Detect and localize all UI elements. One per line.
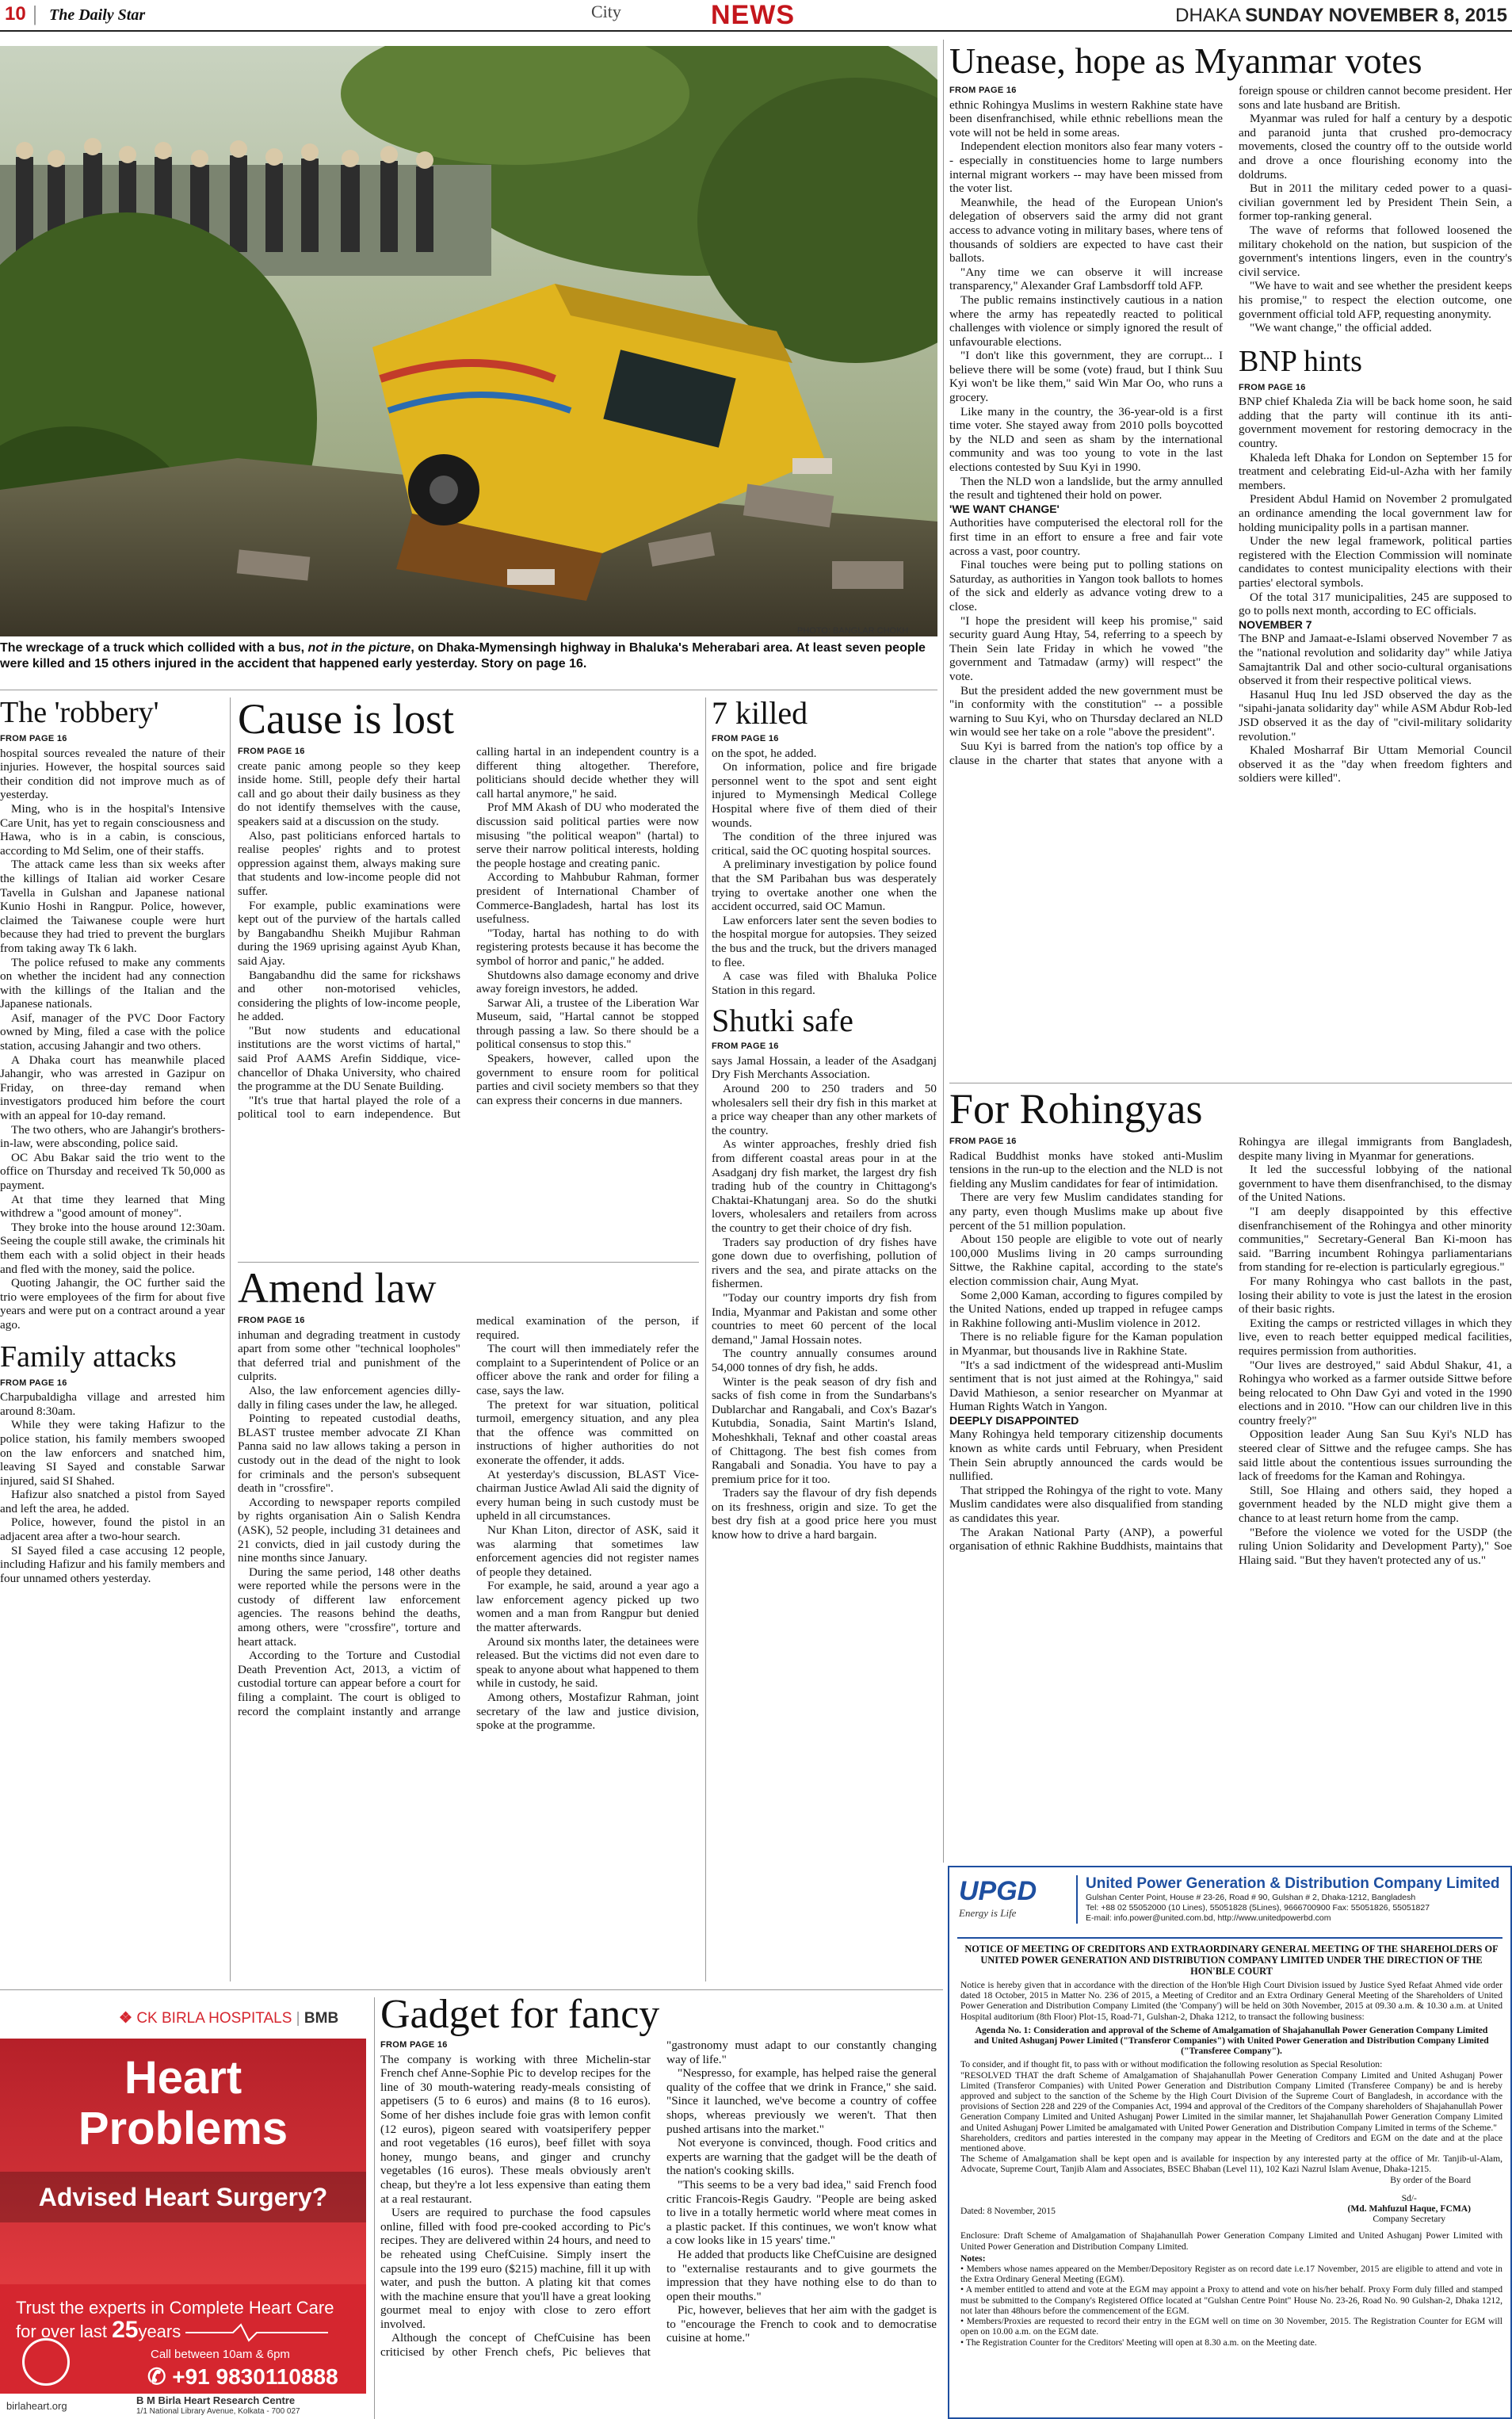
upgd-notice [960, 1943, 1502, 2348]
headline-shutki-safe: Shutki safe [712, 1003, 853, 1039]
paragraph: Also, past politicians enforced hartals to realise peoples' rights and to protest oppression against them, always making sure that students and low-income people did not suffer. [238, 828, 460, 898]
paragraph: Not everyone is convinced, though. Food critics and experts are warning that the gadget will be the death of the nation's cooking skills. [666, 2136, 937, 2178]
paragraph: Independent election monitors also fear many voters -- especially in constituencies home to large numbers internal migrant workers -- may have been missed from the voter list. [949, 139, 1223, 196]
paragraph: He added that products like ChefCuisine are designed to "externalise restaurants and to give gourmets the impression that they have nothing else to do than to open their mouths." [666, 2247, 937, 2303]
article-for-rohingyas [949, 1087, 1512, 1853]
paragraph: A case was filed with Bhaluka Police Station in this regard. [712, 969, 937, 997]
column-rule [374, 1997, 375, 2419]
paragraph: For example, he said, around a year ago a law enforcement agency picked up two women and a man from Rangpur but denied the matter afterwards. [476, 1579, 699, 1635]
ad-years-number: 25 [112, 2317, 139, 2343]
photo-caption [0, 640, 937, 672]
paragraph: Ming, who is in the hospital's Intensive Care Unit, has yet to regain consciousness and Hawa, who is in a cabin, is conscious, according to Md Selim, one of their staffs. [0, 801, 225, 858]
ad-brand-name: CK BIRLA HOSPITALS [136, 2010, 292, 2027]
divider [238, 1262, 699, 1263]
paragraph: Prof MM Akash of DU who moderated the discussion said political parties were now misusing "the political weapon" (hartal) to serve their narrow political interests, holding the people hostage and creating panic. [476, 801, 699, 870]
paragraph: The country annually consumes around 54,000 tonnes of dry fish, he adds. [712, 1347, 937, 1374]
from-page: FROM PAGE 16 [949, 1137, 1017, 1146]
ad-trust [16, 2297, 357, 2343]
paragraph: The public remains instinctively cautious in a nation where the army has repeatedly reacted to political challenges with violence or simply ignored the result of unfavourable elections. [949, 292, 1223, 349]
paragraph: "Today, hartal has nothing to do with registering protests because it has become the symbol of horror and panic," he added. [476, 926, 699, 968]
upgd-notice-title: NOTICE OF MEETING OF CREDITORS AND EXTRAORDINARY GENERAL MEETING OF THE SHAREHOLDERS OF UNITED POWER GENERATION AND DISTRIBUTION COMPANY LIMITED UNDER THE DIRECTION OF THE HON'BLE COURT [964, 1943, 1499, 1977]
headline-cause-is-lost: Cause is lost [238, 695, 455, 743]
from-page: FROM PAGE 16 [238, 747, 305, 756]
paragraph: A Dhaka court has meanwhile placed Jahangir, who was arrested in Gazipur on Friday, on three-day remand when investigators produced him before the court with an appeal for 10-day remand. [0, 1053, 225, 1123]
from-page: FROM PAGE 16 [1239, 382, 1306, 392]
heartbeat-icon [185, 2323, 328, 2342]
paragraph: There are very few Muslim candidates standing for any party, even though Muslims make up about five percent of the 51 million population. [949, 1190, 1223, 1232]
paragraph: The Arakan National Party (ANP), a powerful organisation of ethnic Rakhine Buddhists, maintains that Rohingya are illegal immigrants from Bangladesh, despite many living in Myanmar for generations. [949, 1135, 1512, 1553]
caption-part-1: The wreckage of a truck which collided with a bus, [0, 641, 305, 655]
hospital-logo-icon: ❖ [119, 2010, 133, 2027]
upgd-signatory-title: Company Secretary [1373, 2214, 1446, 2225]
body-robbery [0, 732, 225, 1332]
paragraph: hospital sources revealed the nature of their injuries. However, the hospital sources said their condition did not improve much as of yesterday. [0, 746, 225, 802]
paragraph: Radical Buddhist monks have stoked anti-Muslim tensions in the run-up to the election and the NLD is not fielding any Muslim candidates for fear of intimidation. [949, 1148, 1223, 1190]
ad-phone-number: +91 9830110888 [172, 2364, 338, 2389]
paragraph: Pic, however, believes that her aim with the gadget is to "encourage the French to cook and to democratise cuisine at home." [666, 2303, 937, 2345]
upgd-notice-body: Notice is hereby given that in accordance with the direction of the Hon'ble High Court Division issued by Justice Syed Refaat Ahmed vide order dated 18 October, 2015 in Matter No. 236 of 2015, a Meeting of Creditor and an Extra Ordinary General Meeting of the Shareholders of United Power Generation and Distribution Company Limited (the 'Company') will be held on 30th November, 2015 at 09.30 a.m. & 10.30 a.m. at United Hospital auditorium (8th Floor) Plot-15, Road-71, Gulshan-2, Dhaka 1212, to transact the following business: [960, 1980, 1502, 2022]
paragraph: SI Sayed filed a case accusing 12 people, including Hafizur and his family members and four unnamed others yesterday. [0, 1543, 225, 1585]
upgd-note-text: Members/Proxies are requested to record their entry in the EGM well on time on 30 November, 2015. The Registration Counter for EGM will open on 10.00 a.m. on the EGM date. [960, 2316, 1502, 2337]
paragraph: For example, public examinations were kept out of the purview of the hartals called by Bangabandhu Sheikh Mujibur Rahman during the 1969 uprising against Ayub Khan, said Ajay. [238, 898, 460, 968]
paragraph: Also, the law enforcement agencies dilly-dally in filing cases under the law, he alleged. [238, 1383, 460, 1412]
upgd-header [1076, 1875, 1504, 1924]
caption-part-2: , on Dhaka-Mymensingh highway in Bhaluka's Meherabari area. At least seven people were killed and 15 others injured in the accident that happened early yesterday. Story on page 16. [0, 641, 926, 671]
paragraph: They broke into the house around 12:30am. Seeing the couple still awake, the criminals hit them each with a solid object in their heads and fled with the money, said the police. [0, 1220, 225, 1276]
paragraph: "Our lives are destroyed," said Abdul Shakur, 41, a Rohingya who worked as a farmer outside Sittwe before being relocated to Ohn Daw Gyi and voted in the 1990 elections and in 2010. "How can our children live in this country freely?" [1239, 1358, 1512, 1427]
headline-gadget-for-fancy: Gadget for fancy [380, 1992, 660, 2037]
paragraph: Users are required to purchase the food capsules online, filled with food pre-cooked according to Pic's recipes. They are delivered within 24 hours, and need to be reheated using ChefCuisine. Simply insert the capsule into the 199 euro ($215) machine, fill it up with water, and push the button. A plating kit that comes with the machine ensure that you'll have a great looking gourmet meal to enjoy with close to zero effort involved. [380, 2206, 651, 2331]
paragraph: Pointing to repeated custodial deaths, BLAST trustee member advocate ZI Khan Panna said no law allows taking a person in custody out in the dead of the night to look for criminals and the person's subsequent death in "crossfire". [238, 1412, 460, 1496]
upgd-address-2: Tel: +88 02 55052000 (10 Lines), 55051828 (5Lines), 9666700900 Fax: 55051826, 55051827 [1086, 1903, 1430, 1913]
masthead [0, 0, 1512, 32]
upgd-address-3: E-mail: info.power@united.com.bd, http://www.unitedpowerbd.com [1086, 1913, 1331, 1923]
paragraph: Winter is the peak season of dry fish and sacks of fish come in from the Sundarbans's Dublarchar and Rangabali, and Cox's Bazar's Kutubdia, Sonadia, Saint Martin's Island, Moheshkhali, Teknaf and other coastal areas of Chittagong. The best fish comes from Rangabali and Sonadia. You have to pay a premium price for it too. [712, 1374, 937, 1486]
paragraph: According to newspaper reports compiled by rights organisation Ain o Salish Kendra (ASK), 52 people, including 31 detainees and 21 convicts, died in jail custody during the nine months since January. [238, 1495, 460, 1565]
paragraph: "We have to wait and see whether the president keeps his promise," to respect the election outcome, one government official told AFP, requesting anonymity. [1239, 279, 1512, 321]
ad-years-word: years [138, 2322, 181, 2341]
paragraph: "But now students and educational institutions are the worst victims of hartal," said Prof AAMS Arefin Siddique, vice-chancellor of Dhaka University, who chaired the programme at the DU Senate Building. [238, 1023, 460, 1094]
divider [0, 1989, 943, 1990]
paragraph: President Abdul Hamid on November 2 promulgated an ordinance amending the local government law for holding municipality polls in a partisan manner. [1239, 492, 1512, 534]
truck-wreckage-illustration [0, 46, 937, 636]
paragraph: Police, however, found the pistol in an adjacent area after a two-hour search. [0, 1515, 225, 1544]
paragraph: Charpubaldigha village and arrested him around 8:30am. [0, 1390, 225, 1418]
paragraph: Authorities have computerised the electoral roll for the first time in an effort to ensure a free and fair vote across a vast, poor country. [949, 516, 1223, 558]
paragraph: inhuman and degrading treatment in custody apart from some other "technical loopholes" that deferred trial and punishment of the culprits. [238, 1328, 460, 1384]
edition-date [1175, 5, 1507, 27]
paragraph: Many Rohingya held temporary citizenship documents known as white cards until February, when President Thein Sein abruptly announced the cards would be nullified. [949, 1427, 1223, 1484]
paragraph: There is no reliable figure for the Kaman population in Myanmar, but thousands live in Rakhine State. [949, 1330, 1223, 1358]
upgd-note-text: The Registration Counter for the Creditors' Meeting will open at 8.30 a.m. on the Meeting date. [965, 2337, 1317, 2348]
from-page: FROM PAGE 16 [380, 2040, 448, 2050]
paragraph: Khaleda left Dhaka for London on September 15 for treatment and celebrating Eid-ul-Azha with her family members. [1239, 450, 1512, 492]
ad-brand: ❖ CK BIRLA HOSPITALS | BMB [119, 2010, 339, 2027]
paragraph: The pretext for war situation, political turmoil, emergency situation, and any plea that the offence was committed on instructions of higher authorities do not exonerate the offender, it adds. [476, 1397, 699, 1467]
paragraph: Of the total 317 municipalities, 245 are supposed to go to polls next month, according to EC officials. [1239, 590, 1512, 618]
phone-icon: ✆ [147, 2364, 166, 2389]
from-page: FROM PAGE 16 [949, 86, 1017, 95]
paragraph: Traders say production of dry fishes have gone down due to overfishing, pollution of rivers and the sea, and pirate attacks on the fishermen. [712, 1235, 937, 1291]
paragraph: "Any time we can observe it will increase transparency," Alexander Graf Lambsdorff told AFP. [949, 265, 1223, 293]
section-name: City [591, 2, 621, 21]
paragraph: ethnic Rohingya Muslims in western Rakhine state have been disenfranchised, while ethnic rebellions mean the vote will not be held in some areas. [949, 97, 1223, 139]
column-rule [943, 40, 944, 1863]
upgd-shareholders-line: Shareholders, creditors and parties interested in the company may appear in the Meeting of Creditors and EGM on the date and at the place mentioned above. [960, 2132, 1502, 2154]
birla-heart-advertisement[interactable] [0, 1997, 366, 2419]
paragraph: OC Abu Bakar said the trio went to the office on Thursday and received Tk 50,000 as payment. [0, 1150, 225, 1192]
paragraph: "Today our country imports dry fish from India, Myanmar and Pakistan and some other countries to meet 60 percent of the local demand," Jamal Hossain notes. [712, 1290, 937, 1347]
paragraph: "It's a sad indictment of the widespread anti-Muslim sentiment that is not just aimed at the Rohingya," said David Mathieson, a senior researcher on Myanmar at Human Rights Watch in Yangon. [949, 1358, 1223, 1414]
paragraph: create panic among people so they keep inside home. Still, people defy their hartal call and go about their daily business as they do not identify themselves with the cause, speakers said at a discussion on the study. [238, 759, 460, 828]
paragraph: For many Rohingya who cast ballots in the past, losing their ability to vote is just the latest in the erosion of their basic rights. [1239, 1274, 1512, 1317]
upgd-consider-line: To consider, and if thought fit, to pass with or without modification the following resolution as Special Resolution: [960, 2059, 1383, 2070]
upgd-logo [959, 1875, 1038, 1931]
paragraph: Bangabandhu did the same for rickshaws and other non-motorised vehicles, considering the plights of low-income people, he added. [238, 968, 460, 1024]
paragraph: Under the new legal framework, political parties registered with the Election Commission will nominate candidates to contest municipality elections with their parties' electoral symbols. [1239, 534, 1512, 590]
upgd-company-name: United Power Generation & Distribution Company Limited [1086, 1875, 1500, 1892]
paragraph: Then the NLD won a landslide, but the army annulled the result and tightened their hold on power. [949, 474, 1223, 503]
upgd-agenda: Agenda No. 1: Consideration and approval of the Scheme of Amalgamation of Shajahanullah Power Generation Company Limited and United Ashuganj Power Limited ("Transferor Companies") with United Power Generation and Distribution Company Limited ("Transferee Company"). [974, 2024, 1489, 2057]
article-amend-law [238, 1264, 699, 1978]
paragraph: Exiting the camps or restricted villages in which they live, even to reach better equipped medical facilities, requires permission from authorities. [1239, 1316, 1512, 1358]
caption-italic: not in the picture [307, 641, 411, 655]
headline-family-attacks: Family attacks [0, 1339, 177, 1374]
subhead: NOVEMBER 7 [1239, 617, 1312, 631]
headline-for-rohingyas: For Rohingyas [949, 1085, 1203, 1133]
body-shutki-safe [712, 1040, 937, 1542]
paragraph: Suu Kyi is barred from the nation's top office by a clause in the charter that states that anyone with a foreign spouse or children cannot become president. Her sons and late husband are British. [949, 84, 1512, 767]
paragraph: Quoting Jahangir, the OC further said the trio were employees of the firm for about five years and were put on a contract around a year ago. [0, 1276, 225, 1332]
photo-credit: PHOTO: BANGLAR CHOKH [797, 626, 909, 636]
paragraph: "It's true that hartal played the role of a political tool to earn independence. But calling hartal in an independent country is a different thing altogether. Therefore, politicians should decide whether they will call hartal anymore," he said. [238, 745, 699, 1122]
article-cause-is-lost [238, 697, 699, 1320]
paragraph: Some 2,000 Kaman, according to figures compiled by the United Nations, ended up trapped in refugee camps in Rakhine following anti-Muslim violence in 2012. [949, 1288, 1223, 1330]
paragraph: The company is working with three Michelin-star French chef Anne-Sophie Pic to develop recipes for the line of 30 mouth-watering ready-meals consisting of appetisers (5 to 6 euros) and mains (8 to 16 euros). Some of her dishes include foie gras with lemon confit (12 euros), pigeon seared with voatsiperifery pepper and root vegetables (16 euros), beef fillet with soya honey, mungo beans, and ginger and crunchy vegetables (16 euros). These meals obviously aren't cheap, but they're a lot less expensive than eating them at a real restaurant. [380, 2052, 651, 2206]
upgd-address-1: Gulshan Center Point, House # 23-26, Road # 90, Gulshan # 2, Dhaka-1212, Bangladesh [1086, 1893, 1416, 1902]
ad-website[interactable]: birlaheart.org [6, 2400, 67, 2412]
paragraph: A preliminary investigation by police found that the SM Paribahan bus was desperately trying to overtake another one when the accident occurred, said OC Mamun. [712, 858, 937, 914]
paragraph: "I hope the president will keep his promise," said security guard Aung Htay, 54, referring to a speech by Thein Sein late Friday in which he vowed "the government and Tatmadaw (army) will respect" the vote. [949, 613, 1223, 683]
from-page: FROM PAGE 16 [712, 1041, 779, 1052]
ad-phone[interactable] [147, 2364, 338, 2390]
paragraph: According to the Torture and Custodial Death Prevention Act, 2013, a victim of custodial torture can appear before a court for filing a complaint. The court is obliged to record the complaint instantly and arrange medical examination of the person, if required. [238, 1314, 699, 1718]
paragraph: "I don't like this government, they are corrupt... I believe there will be some (vote) fraud, but I think Suu Kyi won't be like them," said Win Mar Oo, who runs a grocery. [949, 349, 1223, 405]
paragraph: Hasanul Huq Inu led JSD observed the day as the "sipahi-janata solidarity day" while ASM Abdur Rob-led JSD observed it as the day of "civil-military solidarity revolution." [1239, 687, 1512, 743]
paragraph: Among others, Mostafizur Rahman, joint secretary of the law and justice division, spoke at the programme. [476, 1691, 699, 1733]
edition-city: DHAKA [1175, 5, 1240, 26]
body-for-rohingyas [949, 1135, 1512, 1853]
body-gadget-for-fancy [380, 2039, 937, 2414]
paragraph: Nur Khan Liton, director of ASK, said it was alarming that sometimes law enforcement agencies did not register names of people they detained. [476, 1523, 699, 1579]
ad-brand-sub: BMB [304, 2010, 339, 2027]
paragraph: The BNP and Jamaat-e-Islami observed November 7 as the "national revolution and solidarity day" while Jatiya Samajtantrik Dal and other socio-cultural organisations observed it from their respective political views. [1239, 632, 1512, 688]
ad-subheadline: Advised Heart Surgery? [0, 2172, 366, 2222]
body-cause-is-lost [238, 745, 699, 1320]
body-amend-law [238, 1314, 699, 1978]
paragraph: But the president added the new government must be "in conformity with the constitution" -- a possible warning to Suu Kyi, who on Thursday declared an NLD win would see her take on a role "above the president". [949, 683, 1223, 739]
paragraph: Myanmar was ruled for half a century by a despotic and paranoid junta that crushed pro-democracy movements, closed the country off to the outside world and drove a once flourishing economy into the doldrums. [1239, 112, 1512, 182]
section-label: NEWS [711, 0, 795, 30]
paragraph: Still, Soe Hlaing and others said, they hoped a government headed by the NLD might give them a chance to at least return home from the camp. [1239, 1483, 1512, 1526]
ad-trust-prefix: for over last [16, 2322, 107, 2341]
paragraph: It led the successful lobbying of the national government to have them disenfranchised, to the dismay of the United Nations. [1239, 1163, 1512, 1205]
subhead: DEEPLY DISAPPOINTED [949, 1413, 1079, 1427]
paragraph: The two others, who are Jahangir's brothers-in-law, were absconding, police said. [0, 1122, 225, 1151]
from-page: FROM PAGE 16 [0, 1378, 67, 1388]
paragraph: Final touches were being put to polling stations on Saturday, as authorities in Yangon took ballots to homes of the sick and elderly as advance voting drew to a close. [949, 558, 1223, 613]
ad-footer-name: B M Birla Heart Research Centre [136, 2394, 296, 2406]
upgd-by-order: By order of the Board [1390, 2174, 1471, 2185]
upgd-enclosure: Enclosure: Draft Scheme of Amalgamation of Shajahanullah Power Generation Company Limited and United Ashuganj Power Limited with United Power Generation and Distribution Company Limited. [960, 2230, 1502, 2252]
paragraph: On information, police and fire brigade personnel went to the spot and sent eight injured to Mymensingh Medical College Hospital where five of them died of their wounds. [712, 760, 937, 830]
paragraph: "I am deeply disappointed by this effective disenfranchisement of the Rohingya and other minority communities," Secretary-General Ban Ki-moon has said. "Barring incumbent Rohingya parliamentarians from standing for re-election is particularly egregious." [1239, 1204, 1512, 1274]
paragraph: on the spot, he added. [712, 746, 817, 760]
paragraph: Sarwar Ali, a trustee of the Liberation War Museum, said, "Hartal cannot be stopped through passing a law. So there should be a political consensus to stop this." [476, 995, 699, 1052]
paragraph: But in 2011 the military ceded power to a quasi-civilian government led by President Thein Sein, a former top-ranking general. [1239, 182, 1512, 224]
paragraph: Khaled Mosharraf Bir Uttam Memorial Council observed it as the "day when freedom fighters and soldiers were killed". [1239, 743, 1512, 785]
paragraph: Around six months later, the detainees were released. But the victims did not even dare to speak to anyone about what happened to them while in custody, he said. [476, 1634, 699, 1691]
upgd-logo-text: UPGD [959, 1876, 1037, 1906]
upgd-note: • Members whose names appeared on the Member/Depository Register as on record date i.e.17 November, 2015 are eligible to attend and vote in the Extra Ordinary General Meeting (EGM). [960, 2264, 1502, 2285]
upgd-logo-tagline: Energy is Life [959, 1907, 1017, 1919]
column-rule [230, 697, 231, 1981]
upgd-notice-advertisement [948, 1866, 1512, 2419]
upgd-scheme-line: The Scheme of Amalgamation shall be kept open and is available for inspection by any interested party at the office of Mr. Tanjib-ul-Alam, Advocate, Supreme Court, Tanjib Alam and Associates, BSEC Bhaban (Level 11), 102 Kazi Nazrul Islam Avenue, Dhaka-1215. [960, 2153, 1502, 2175]
paper-name: The Daily Star [49, 6, 146, 24]
ad-footer-address: 1/1 National Library Avenue, Kolkata - 700 027 [136, 2407, 300, 2416]
paragraph: About 150 people are eligible to vote out of nearly 100,000 Muslims living in 20 camps surrounding Sittwe, the Rakhine capital, according to the state's election commission chair, Aung Myat. [949, 1232, 1223, 1288]
paragraph: As winter approaches, freshly dried fish from different coastal areas pour in at the Asadganj dry fish market, the largest dry fish trading hub of the country in Chittagong's Chaktai-Khatunganj area. So do the shutki lovers, wholesalers and retailers from across the country to get their choice of dry fish. [712, 1137, 937, 1235]
paragraph: Speakers, however, called upon the government to ensure room for political parties and civil society members so that they can express their concerns in due manners. [476, 1052, 699, 1107]
ad-headline-line-1: Heart [124, 2052, 242, 2104]
upgd-signed: Sd/- [1401, 2192, 1417, 2203]
paragraph: Traders say the flavour of dry fish depends on its freshness, origin and size. To get the best dry fish at a good price here you must know how to drive a hard bargain. [712, 1486, 937, 1542]
paragraph: Around 200 to 250 traders and 50 wholesalers sell their dry fish in this market at a price way cheaper than any other markets of the country. [712, 1082, 937, 1137]
upgd-rule [957, 1937, 1502, 1939]
upgd-signature-row [960, 2193, 1502, 2225]
paragraph: "Before the violence we voted for the USDP (the ruling Union Solidarity and Development Party)," Soe Hlaing said. "But they haven't protected any of us." [1239, 1525, 1512, 1567]
body-seven-killed [712, 732, 937, 997]
paragraph: Opposition leader Aung San Suu Kyi's NLD has steered clear of Sittwe and the refugee camps. She has said little about the contentious issues surrounding the lack of freedoms for the Kaman and Rohingya. [1239, 1427, 1512, 1484]
from-page: FROM PAGE 16 [712, 734, 779, 743]
paragraph: During the same period, 148 other deaths were reported while the persons were in the custody of different law enforcement agencies. The reasons behind the deaths, among others, were "crossfire", torture and heart attack. [238, 1565, 460, 1649]
upgd-signatory: (Md. Mahfuzul Haque, FCMA) [1347, 2203, 1471, 2215]
paragraph: That stripped the Rohingya of the right to vote. Many Muslim candidates were also disqualified from standing as candidates this year. [949, 1483, 1223, 1526]
paragraph: The wave of reforms that followed loosened the military chokehold on the nation, but suspicion of the government's intentions lingers, even in the country's civil service. [1239, 223, 1512, 279]
upgd-note-text: A member entitled to attend and vote at the EGM may appoint a Proxy to attend and vote on his/her behalf. Proxy Form duly filled and stamped must be submitted to the Company's Registered Office located at "Gulshan Centre Point" House No. 23-26, Road No. 90 Gulshan-2, Dhaka 1212, not later than 48hours before the commencement of the EGM. [960, 2284, 1502, 2316]
paragraph: According to Mahbubur Rahman, former president of International Chamber of Commerce-Bangladesh, hartal has lost its usefulness. [476, 870, 699, 927]
paragraph: The attack came less than six weeks after the killings of Italian aid worker Cesare Tavella in Gulshan and Japanese national Kunio Hoshi in Rangpur. Police, however, claimed the Taiwanese couple were hurt because they had tried to prevent the burglars from taking away Tk 6 lakh. [0, 858, 225, 955]
heart-emblem-icon [22, 2338, 70, 2386]
article-seven-killed [712, 697, 937, 1542]
article-unease [949, 40, 1512, 1089]
paragraph: While they were taking Hafizur to the police station, his family members swooped on the law enforcers and snatched him, leaving SI Sayed and constable Sarwar injured, said SI Shahed. [0, 1418, 225, 1488]
ad-call-hours: Call between 10am & 6pm [151, 2348, 290, 2361]
paragraph: Although the concept of ChefCuisine has been criticised by other French chefs, Pic believes that "gastronomy must adapt to our constantly changing way of life." [380, 2039, 937, 2360]
paragraph: The condition of the three injured was critical, said the OC quoting hospital sources. [712, 830, 937, 858]
upgd-note: • The Registration Counter for the Creditors' Meeting will open at 8.30 a.m. on the Meeting date. [960, 2337, 1317, 2348]
upgd-note-text: Members whose names appeared on the Member/Depository Register as on record date i.e.17 November, 2015 are eligible to attend and vote in the Extra Ordinary General Meeting (EGM). [960, 2264, 1502, 2285]
from-page: FROM PAGE 16 [238, 1316, 305, 1325]
upgd-note: • A member entitled to attend and vote at the EGM may appoint a Proxy to attend and vote on his/her behalf. Proxy Form duly filled and stamped must be submitted to the Company's Registered Office located at "Gulshan Centre Point" House No. 23-26, Road No. 90 Gulshan-2, Dhaka 1212, not later than 48hours before the commencement of the EGM. [960, 2284, 1502, 2316]
headline-seven-killed: 7 killed [712, 695, 808, 731]
edition-day: SUNDAY NOVEMBER 8, 2015 [1245, 5, 1507, 26]
ad-trust-line-2 [16, 2319, 357, 2343]
paragraph: Asif, manager of the PVC Door Factory owned by Ming, filed a case with the police station, accusing Jahangir and two others. [0, 1011, 225, 1053]
paragraph: says Jamal Hossain, a leader of the Asadganj Dry Fish Merchants Association. [712, 1053, 937, 1082]
paragraph: Law enforcers later sent the seven bodies to the hospital morgue for autopsies. They seized the bus and the truck, but the drivers managed to flee. [712, 913, 937, 969]
accident-photo [0, 46, 937, 636]
paragraph: "We want change," the official added. [1250, 321, 1432, 335]
upgd-notes-title: Notes: [960, 2253, 986, 2264]
body-unease [949, 84, 1512, 1089]
paragraph: "Nespresso, for example, has helped raise the general quality of the coffee that we drink in France," she said. "Since it launched, we've become a country of coffee shops, whereas previously we weren't. That then pushed artisans into the market." [666, 2066, 937, 2136]
paragraph: At yesterday's discussion, BLAST Vice-chairman Justice Awlad Ali said the dignity of every human being in such custody must be upheld in all circumstances. [476, 1467, 699, 1523]
article-gadget-for-fancy [380, 1994, 937, 2414]
page-number: 10 [5, 3, 26, 25]
upgd-dated: Dated: 8 November, 2015 [960, 2205, 1056, 2216]
paragraph: At that time they learned that Ming withdrew a "good amount of money". [0, 1192, 225, 1221]
headline-amend-law: Amend law [238, 1264, 437, 1312]
ad-headline-line-2: Problems [78, 2103, 288, 2154]
subhead: 'WE WANT CHANGE' [949, 502, 1060, 515]
ad-headline [0, 2053, 366, 2154]
headline-unease: Unease, hope as Myanmar votes [949, 40, 1422, 81]
masthead-divider: | [32, 3, 39, 25]
ad-trust-line-1: Trust the experts in Complete Heart Care [16, 2298, 334, 2318]
paragraph: Hafizur also snatched a pistol from Sayed and left the area, he added. [0, 1488, 225, 1515]
paragraph: Shutdowns also damage economy and drive away foreign investors, he added. [476, 968, 699, 996]
from-page: FROM PAGE 16 [0, 734, 67, 743]
column-rule [705, 697, 706, 1981]
upgd-note: • Members/Proxies are requested to record their entry in the EGM well on time on 30 November, 2015. The Registration Counter for EGM will open on 10.00 a.m. on the EGM date. [960, 2316, 1502, 2337]
paragraph: The police refused to make any comments on whether the incident had any connection with the killings of the Italian and the Japanese nationals. [0, 955, 225, 1011]
paragraph: Like many in the country, the 36-year-old is a first time voter. She stayed away from 2010 polls boycotted by the NLD and seen as sham by the international community and was too young to vote in the last elections contested by Suu Kyi in 1990. [949, 404, 1223, 475]
headline-robbery: The 'robbery' [0, 696, 159, 729]
body-family-attacks [0, 1377, 225, 1586]
paragraph: Meanwhile, the head of the European Union's delegation of observers said the army did not grant access to advance voting in military bases, where tens of thousands of soldiers are expected to have cast their ballots. [949, 195, 1223, 266]
upgd-resolved: "RESOLVED THAT the draft Scheme of Amalgamation of Shajahanullah Power Generation Company Limited and United Ashuganj Power Limited (Transferor Companies) with United Power Generation and Distribution Company Limited (Transferee Company) be and is hereby approved and subject to the sanction of the Scheme by the High Court Division of the Supreme Court of Bangladesh, in accordance with the provisions of Section 228 and 229 of the Companies Act, 1994 and approval of the Creditors of the Company shareholders of Shajahanullah Power Generation Company Limited and United Ashuganj Power Limited in the similar manner, let Shajahanullah Power Generation Company Limited and United Ashuganj Power Limited be amalgamated with United Power Generation and Distribution Company Limited in terms of the Scheme." [960, 2069, 1502, 2133]
article-robbery [0, 697, 225, 1585]
upgd-signature [1347, 2193, 1502, 2225]
paragraph: "This seems to be a very bad idea," said French food critic Francois-Regis Gaudry. "People are being asked to live in a totally hermetic world where meat comes in a plastic packet. If this continues, we won't know what a cow looks like in 15 years' time." [666, 2177, 937, 2248]
ad-brand-bar [0, 1997, 366, 2039]
paragraph: The court will then immediately refer the complaint to a Superintendent of Police or an officer above the rank and order for filing a case, says the law. [476, 1342, 699, 1397]
paragraph: BNP chief Khaleda Zia will be back home soon, he said adding that the party will continue ith its anti-government movement for restoring democracy in the country. [1239, 395, 1512, 451]
headline-bnp-hints: BNP hints [1239, 344, 1362, 378]
ad-footer [0, 2394, 366, 2419]
